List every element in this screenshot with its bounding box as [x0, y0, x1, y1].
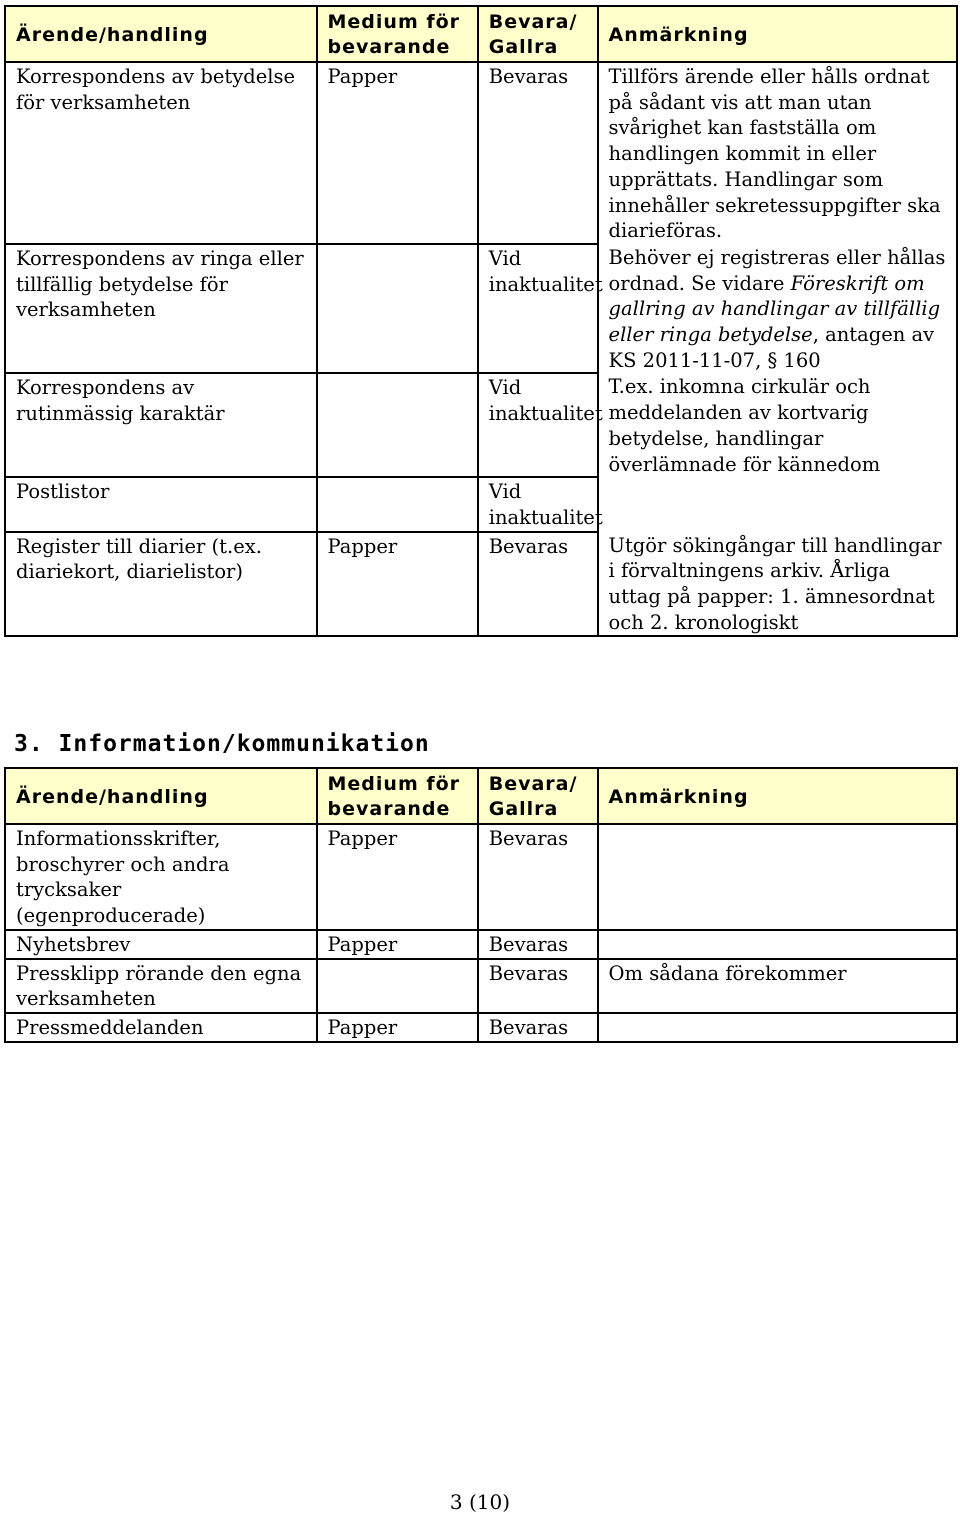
note-text: , antagen av KS 2011-11-07, § 160 — [608, 323, 935, 372]
cell-arende: Pressmeddelanden — [5, 1013, 317, 1042]
cell-arende: Postlistor — [5, 477, 317, 531]
header-arende: Ärende/handling — [5, 6, 317, 62]
table-row — [5, 62, 957, 244]
cell-bevara: Bevaras — [478, 62, 598, 244]
cell-medium — [317, 244, 478, 374]
cell-bevara: Bevaras — [478, 959, 598, 1013]
cell-anmarkning — [598, 930, 957, 959]
cell-medium — [317, 373, 478, 477]
cell-medium — [317, 959, 478, 1013]
regulation-reference: Föreskrift om gallring av handlingar av tillfällig eller ringa betydelse — [608, 271, 941, 347]
cell-medium: Papper — [317, 1013, 478, 1042]
cell-anmarkning: Om sådana förekommer — [598, 959, 957, 1013]
cell-arende: Pressklipp rörande den egna verksamheten — [5, 959, 317, 1013]
cell-bevara: Vid inaktualitet — [478, 244, 598, 374]
note-text: Behöver ej registreras eller hållas ordnad. Se vidare — [608, 245, 946, 295]
table-row — [5, 244, 957, 374]
cell-medium: Papper — [317, 824, 478, 930]
table-row — [5, 477, 957, 531]
cell-anmarkning: Tillförs ärende eller hålls ordnat på sådant vis att man utan svårighet kan fastställa om handlingen kommit in eller upprättats. Handlingar som innehåller sekretessuppgifter ska diarieföras. — [598, 62, 957, 244]
header-bevara: Bevara/ Gallra — [478, 6, 598, 62]
cell-bevara: Bevaras — [478, 532, 598, 637]
table-row — [5, 532, 957, 637]
cell-anmarkning — [598, 477, 957, 531]
cell-anmarkning — [598, 1013, 957, 1042]
cell-bevara: Bevaras — [478, 1013, 598, 1042]
cell-arende: Korrespondens av ringa eller tillfällig betydelse för verksamheten — [5, 244, 317, 374]
table-row — [5, 824, 957, 930]
section-title: 3. Information/kommunikation — [14, 731, 430, 757]
header-anmarkning: Anmärkning — [598, 6, 957, 62]
header-bevara: Bevara/ Gallra — [478, 768, 598, 824]
cell-arende: Informationsskrifter, broschyrer och andra trycksaker (egenproducerade) — [5, 824, 317, 930]
header-medium: Medium för bevarande — [317, 768, 478, 824]
table-row — [5, 373, 957, 477]
cell-medium: Papper — [317, 62, 478, 244]
retention-table-correspondence — [4, 5, 958, 637]
header-medium: Medium för bevarande — [317, 6, 478, 62]
table-row — [5, 959, 957, 1013]
table-row — [5, 1013, 957, 1042]
table-header-row — [5, 6, 957, 62]
cell-anmarkning — [598, 244, 957, 374]
cell-anmarkning: T.ex. inkomna cirkulär och meddelanden av kortvarig betydelse, handlingar överlämnade för kännedom — [598, 373, 957, 477]
cell-anmarkning: Utgör sökingångar till handlingar i förvaltningens arkiv. Årliga uttag på papper: 1. ämnesordnat och 2. kronologiskt — [598, 532, 957, 637]
cell-arende: Register till diarier (t.ex. diariekort, diarielistor) — [5, 532, 317, 637]
table-header-row — [5, 768, 957, 824]
cell-bevara: Vid inaktualitet — [478, 477, 598, 531]
cell-medium: Papper — [317, 532, 478, 637]
cell-arende: Nyhetsbrev — [5, 930, 317, 959]
cell-medium — [317, 477, 478, 531]
cell-bevara: Bevaras — [478, 824, 598, 930]
cell-arende: Korrespondens av rutinmässig karaktär — [5, 373, 317, 477]
cell-bevara: Bevaras — [478, 930, 598, 959]
retention-table-information — [4, 767, 958, 1043]
header-anmarkning: Anmärkning — [598, 768, 957, 824]
cell-medium: Papper — [317, 930, 478, 959]
cell-bevara: Vid inaktualitet — [478, 373, 598, 477]
cell-anmarkning — [598, 824, 957, 930]
table-row — [5, 930, 957, 959]
header-arende: Ärende/handling — [5, 768, 317, 824]
page-number: 3 (10) — [449, 1490, 511, 1514]
cell-arende: Korrespondens av betydelse för verksamheten — [5, 62, 317, 244]
